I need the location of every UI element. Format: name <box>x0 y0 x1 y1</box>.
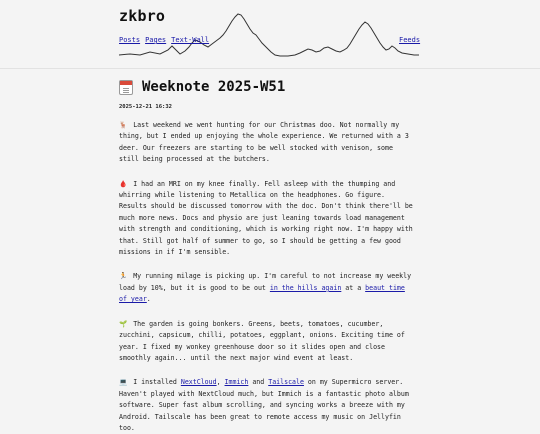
post-paragraph <box>119 120 415 166</box>
post-article <box>119 76 419 434</box>
paragraph-text: at a <box>341 283 366 292</box>
paragraph-text: and <box>248 378 269 387</box>
inline-link[interactable]: Tailscale <box>268 378 304 387</box>
paragraph-text: . <box>146 295 151 304</box>
paragraph-text: , <box>216 378 225 387</box>
paragraph-text: My running milage is picking up. I'm careful to not increase my weekly load by 10%, but it is good to be out <box>119 272 412 292</box>
site-header <box>0 0 540 68</box>
paragraph-emoji: 🦌 <box>119 121 128 129</box>
inline-link[interactable]: in the hills again <box>269 283 342 292</box>
sparkline-path <box>119 14 419 56</box>
nav-link-posts[interactable]: Posts <box>119 36 141 44</box>
paragraph-text: The garden is going bonkers. Greens, beets, tomatoes, cucumber, zucchini, capsicum, chilli, potatoes, eggplant, onions. Exciting time of year. I fixed my wonkey greenhouse door so it slides open and close smoothly again... until the next major wind event at least. <box>119 319 405 362</box>
paragraph-text: I had an MRI on my knee finally. Fell asleep with the thumping and whirring while listening to Metallica on the headphones. Go figure. Results should be discussed tomorrow with the doc. Don't think there'll be much more news. Docs and physio are just leaning towards load management with strength and conditioning, which is working right now. I'm happy with that. Still got half of summer to go, so I should be getting a few good missions in if I'm sensible. <box>119 179 413 257</box>
site-title[interactable]: zkbro <box>119 7 166 25</box>
inline-link[interactable]: beaut time of year <box>119 283 405 304</box>
paragraph-text: Last weekend we went hunting for our Christmas doo. Not normally my thing, but I ended up enjoying the whole experience. We returned with a 3 deer. Our freezers are starting to be well stocked with venison, some still being processed at the butchers. <box>119 121 409 164</box>
inline-link[interactable]: Immich <box>224 378 249 387</box>
paragraph-text: on my Supermicro server. Haven't played with NextCloud much, but Immich is a fantastic photo album software. Super fast album scrolling, and syncing works a breeze with my Android. Tailscale has been great to remote access my music on Jellyfin too. <box>119 378 409 432</box>
paragraph-emoji: 💻 <box>119 378 128 387</box>
paragraph-text: I installed <box>133 378 181 387</box>
post-paragraph <box>119 271 415 305</box>
post-paragraph <box>119 319 415 365</box>
post-body <box>119 120 419 434</box>
paragraph-emoji: 🩸 <box>119 179 128 188</box>
calendar-icon <box>119 80 133 95</box>
site-nav <box>119 36 214 44</box>
paragraph-emoji: 🏃 <box>119 272 128 281</box>
nav-link-feeds[interactable]: Feeds <box>399 36 421 44</box>
post-title-row <box>119 76 419 98</box>
nav-link-pages[interactable]: Pages <box>145 36 167 44</box>
nav-link-text-wall[interactable]: Text-Wall <box>171 36 210 44</box>
elevation-sparkline <box>0 0 540 68</box>
inline-link[interactable]: NextCloud <box>180 378 217 387</box>
header-divider <box>0 68 540 69</box>
post-paragraph <box>119 377 415 434</box>
post-title: Weeknote 2025-W51 <box>142 79 286 95</box>
post-date: 2025-12-21 16:32 <box>119 104 172 110</box>
paragraph-emoji: 🌱 <box>119 319 128 328</box>
post-paragraph <box>119 179 415 259</box>
